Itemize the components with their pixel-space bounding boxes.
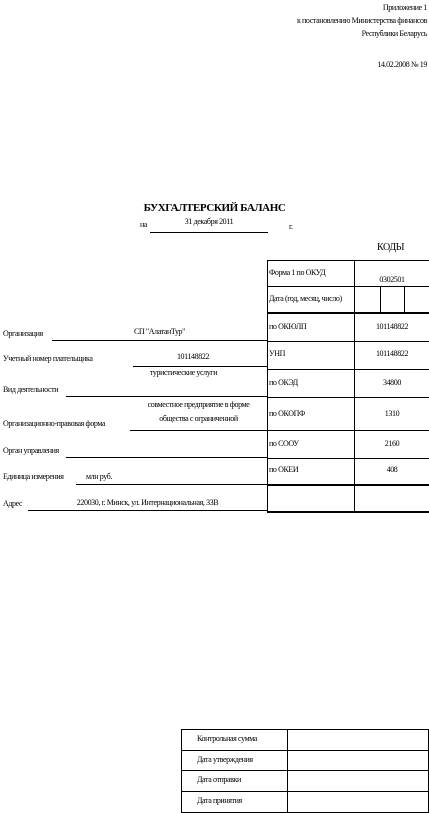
- activity-label: Вид деятельности: [3, 385, 59, 394]
- footer-accept-date-label: Дата принятия: [197, 796, 242, 805]
- codes-date-split-1: [380, 286, 381, 312]
- codes-date-label: Дата (год, месяц, число): [269, 294, 342, 303]
- organization-label: Организация: [3, 329, 43, 338]
- resolution-ref-line-1: к постановлению Министерства финансов: [296, 16, 427, 25]
- codes-oked-value: 34800: [382, 378, 401, 387]
- codes-top-line: [267, 260, 429, 261]
- organization-underline: [52, 340, 267, 341]
- balance-date-underline: [150, 232, 268, 233]
- footer-line-3: [181, 791, 429, 792]
- title-on-label: на: [140, 220, 148, 229]
- payer-number-label: Учетный номер плательщика: [3, 354, 93, 363]
- resolution-ref-date: 14.02.2008 № 19: [377, 60, 427, 69]
- footer-mid-border: [287, 729, 288, 813]
- organization-value: СП "АлатанТур": [133, 327, 186, 336]
- legal-form-value-line-2: общества с ограниченной: [159, 414, 238, 423]
- codes-okpo-value: 101148822: [375, 322, 409, 331]
- codes-date-split-2: [404, 286, 405, 312]
- codes-oked-label: по ОКЭД: [269, 378, 298, 387]
- codes-unp-value: 101148822: [375, 349, 409, 358]
- codes-unp-label: УНП: [269, 349, 286, 358]
- footer-send-date-label: Дата отправки: [197, 775, 241, 784]
- governing-body-underline: [66, 457, 267, 458]
- activity-value: туристические услуги: [149, 368, 218, 377]
- governing-body-label: Орган управления: [3, 446, 59, 455]
- legal-form-value-line-1: совместное предприятие в форме: [147, 400, 250, 409]
- codes-heading: КОДЫ: [377, 242, 405, 253]
- codes-line-date: [267, 312, 429, 314]
- codes-bottom-line: [267, 511, 429, 513]
- codes-okpo-label: по ОКЮЛП: [269, 322, 307, 331]
- title-year-suffix: г.: [289, 222, 293, 231]
- footer-line-2: [181, 770, 429, 771]
- footer-line-1: [181, 750, 429, 751]
- unit-underline: [76, 484, 267, 485]
- appendix-label: Приложение 1: [382, 3, 427, 12]
- codes-soou-label: по СООУ: [269, 439, 299, 448]
- footer-checksum-label: Контрольная сумма: [197, 734, 258, 743]
- resolution-ref-line-2: Республики Беларусь: [361, 29, 427, 38]
- codes-okopf-label: по ОКОПФ: [269, 409, 305, 418]
- codes-line-oked: [267, 397, 429, 398]
- codes-line-soou: [267, 458, 429, 459]
- footer-line-top: [181, 729, 429, 730]
- codes-left-border: [267, 260, 268, 512]
- codes-line-okopf: [267, 430, 429, 431]
- unit-label: Единица измерения: [3, 472, 64, 481]
- payer-number-underline: [133, 366, 267, 367]
- document-title: БУХГАЛТЕРСКИЙ БАЛАНС: [143, 202, 286, 214]
- codes-okei-label: по ОКЕИ: [269, 465, 299, 474]
- codes-line-okpo: [267, 341, 429, 342]
- codes-okopf-value: 1310: [384, 409, 400, 418]
- activity-underline: [66, 396, 267, 397]
- codes-okei-value: 408: [386, 465, 398, 474]
- footer-left-border: [181, 729, 182, 813]
- codes-line-okei: [267, 484, 429, 486]
- legal-form-underline: [130, 430, 267, 431]
- codes-line-unp: [267, 369, 429, 370]
- address-value: 220030, г. Минск, ул. Интернациональная, 33В: [76, 498, 219, 507]
- payer-number-value: 101148822: [176, 352, 210, 361]
- legal-form-label: Организационно-правовая форма: [3, 419, 106, 428]
- codes-forma-label: Форма 1 по ОКУД: [269, 268, 326, 277]
- address-label: Адрес: [3, 499, 23, 508]
- codes-forma-value: 0302501: [379, 275, 405, 284]
- footer-approval-date-label: Дата утверждения: [197, 755, 253, 764]
- unit-value: млн руб.: [86, 472, 112, 481]
- codes-soou-value: 2160: [384, 439, 400, 448]
- balance-date: 31 декабря 2011: [184, 217, 234, 226]
- address-underline: [28, 510, 267, 511]
